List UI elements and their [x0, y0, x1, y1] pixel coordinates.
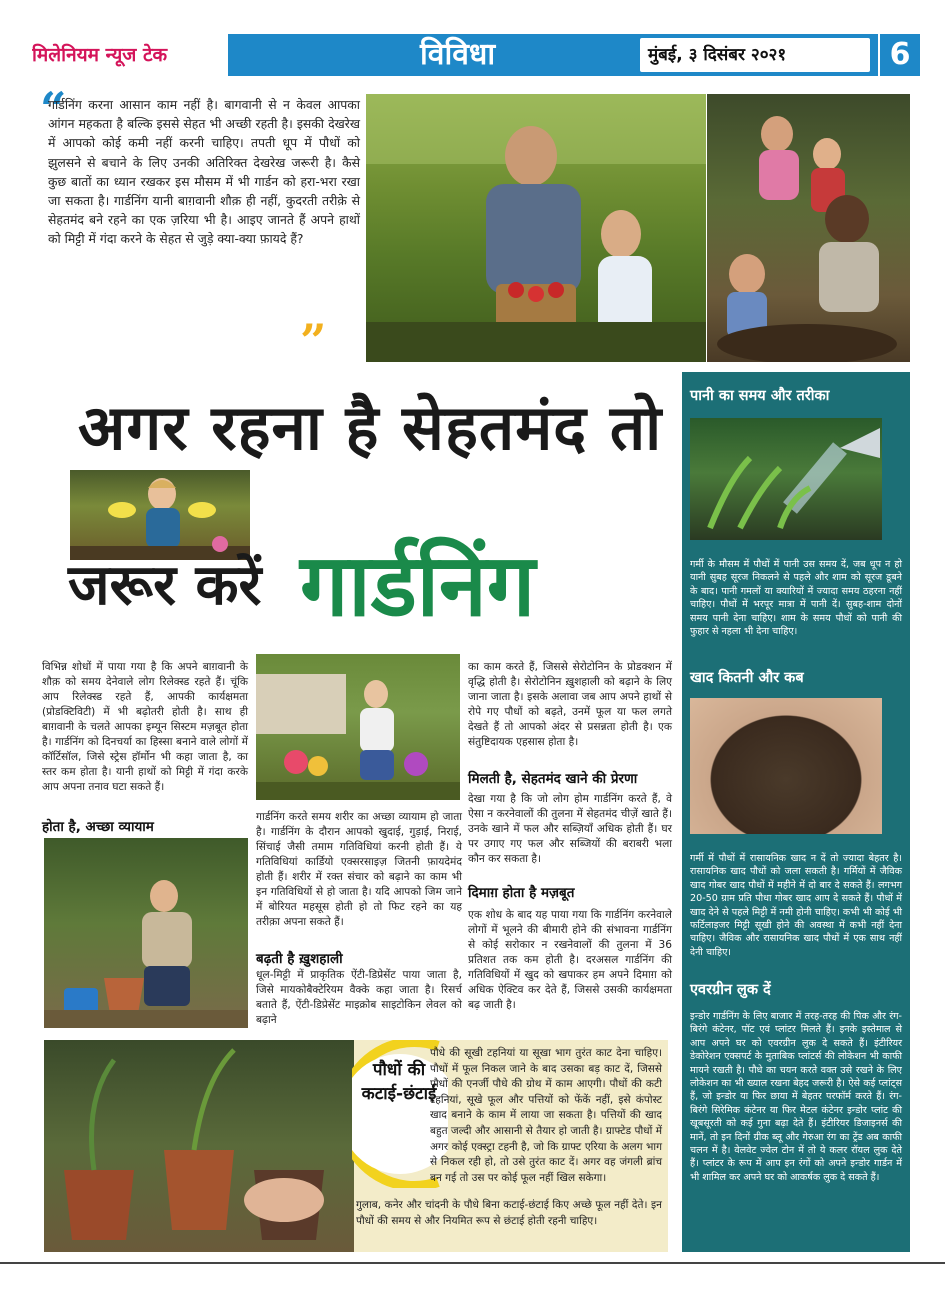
article-col1-paragraph: विभिन्न शोधों में पाया गया है कि अपने बाग़वानी के शौक़ को समय देनेवाले लोग रिलेक्स्ड रहते हैं। चूंकि आप रिलेक्स्ड रहते हैं, आपकी कार्यक्षमता (प्रोडक्टिविटी) में भी बढ़ोतरी होती है। साथ ही बाग़वानी के चलते आपका इम्यून सिस्टम मज़बूत होता है। गार्डनिंग को दिनचर्या का हिस्सा बनाने वाले लोगों में कॉर्टिसॉल, जिसे स्ट्रेस हॉर्मोन भी कहा जाता है, का स्तर कम होता है। यानी हाथों को मिट्टी में गंदा करके आप अपना तनाव घटा सकते हैं। [42, 661, 248, 793]
subheading-happiness: बढ़ती है ख़ुशहाली [256, 951, 343, 967]
headline-line-1: अगर रहना है सेहतमंद तो [78, 391, 663, 464]
article-col3-paragraph: का काम करते हैं, जिससे सेरोटोनिन के प्रोडक्शन में वृद्धि होती है। सेरोटोनिन ख़ुशहाली को बढ़ाने के लिए जाना जाता है। इसके अलावा जब आप अपने हाथों से रोपे गए पौधों को बढ़ते, उनमें फूल या फल लगते देखते हैं तो आपको अंदर से प्रसन्नता होती है। एक संतुष्टिदायक एहसास होता है। [468, 661, 672, 748]
photo-girl-gloves [70, 470, 250, 560]
article-col3-paragraph-3: एक शोध के बाद यह पाया गया कि गार्डनिंग करनेवाले लोगों में भूलने की बीमारी होने की संभावना गार्डनिंग से कोई सरोकार न रखनेवालों की तुलना में 36 प्रतिशत तक कम होती है। दरअसल गार्डनिंग की गतिविधियों में खुद को खपाकर हम अपने दिमाग़ को अधिक ऐक्टिव कर देते हैं, जिससे उसकी कार्यक्षमता बढ़ जाती है। [468, 909, 672, 1011]
section-title: विविधा [420, 37, 496, 72]
sidebar-text-evergreen: इन्डोर गार्डनिंग के लिए बाजार में तरह-तरह की पिक और रंग-बिरंगे कंटेनर, पॉट एवं प्लांटर मिलते हैं। इनके इस्तेमाल से आप अपने घर को एवरग्रीन लुक दे सकते हैं। इंटीरियर डेकोरेशन एक्सपर्ट के मुताबिक प्लांटर्स की लोकेशन भी काफी मायने रखती है। पौधे का चयन करते वक्त उसे रखने के लिए लोकेशन का भी ख्याल रखना बेहद जरूरी है। ऐसे कई प्लांट्स हैं, जो इन्डोर या फिर छाया में बेहतर परफॉर्म करते हैं। रंग-बिरंगे सिरेमिक कंटेनर या फिर मेटल कंटेनर इन्डोर प्लांट की खूबसूरती को कई गुना बढ़ा देते हैं। इंटीरियर डिजाइनर्स की मानें, तो इन दिनों ग्रीक ब्लू और गेरुआ रंग का ट्रेंड अब काफी चलन में है। वेलवेट ज्वेल टोन में तो ये कलर रॉयल लुक देते हैं। प्लांटर के रूप में आप इन रंगों को अपने इन्डोर गार्डन में भी शामिल कर अपने घर को आकर्षक लुक दे सकते हैं। [690, 1011, 902, 1183]
pruning-text-2: गुलाब, कनेर और चांदनी के पौधे बिना कटाई-छंटाई किए अच्छे फूल नहीं देते। इन पौधों की समय से और नियमित रूप से छंटाई होती रहनी चाहिए। [356, 1199, 662, 1227]
sidebar-title-fertilizer: खाद कितनी और कब [690, 670, 804, 686]
sidebar-title-evergreen: एवरग्रीन लुक दें [690, 982, 771, 998]
subheading-healthy-food: मिलती है, सेहतमंद खाने की प्रेरणा [468, 771, 638, 787]
pruning-text: पौधे की सूखी टहनियां या सूखा भाग तुरंत काट देना चाहिए। पौधों में फूल निकल जाने के बाद उसका बड़ काट दें, जिससे पौधों की एनर्जी पौधे की ग्रोथ में काम आएगी। पौधों की कटी टहनियां, सूखे फूल और पत्तियों को फेंकें नहीं, इसे कंपोस्ट खाद बनाने के काम में लाया जा सकता है। पत्तियों की खाद बहुत जल्दी और आसानी से तैयार हो जाती है। ग्राफ्टेड पौधों में अगर कोई एक्स्ट्रा टहनी है, जो कि ग्राफ्ट एरिया के अलग भाग से निकल रही हो, तो उसे तुरंत काट दें। अगर वह जंगली ब्रांच बन गई तो उस पर कोई फूल नहीं खिल सकेगा। [430, 1047, 662, 1184]
page-number: 6 [880, 34, 920, 76]
subheading-brain: दिमाग़ होता है मज़बूत [468, 885, 575, 901]
pruning-title: पौधों की कटाई-छंटाई [361, 1060, 437, 1104]
bottom-rule [0, 1262, 945, 1264]
quote-close-icon: ” [300, 314, 327, 368]
issue-date: मुंबई, ३ दिसंबर २०२१ [648, 45, 787, 65]
photo-children-planting [707, 94, 910, 362]
photo-grandfather-child-garden [366, 94, 706, 362]
photo-woman-flowers [256, 654, 460, 800]
headline-line-2a: जरूर करें [68, 553, 262, 618]
subheading-exercise: होता है, अच्छा व्यायाम [42, 819, 154, 835]
intro-text: गार्डनिंग करना आसान काम नहीं है। बागवानी से न केवल आपका आंगन महकता है बल्कि इससे सेहत भी अच्छी रहती है। इसकी देखरेख में आपको कोई कमी नहीं करनी चाहिए। तपती धूप में पौधों को झुलसने से बचाने के लिए उनकी अतिरिक्त देखरेख जरूरी है। कैसे कुछ बातों का ध्यान रखकर इस मौसम में भी गार्डन को हरा-भरा रखा जा सकता है। गार्डनिंग यानी बाग़वानी शौक़ ही नहीं, कुदरती तरीक़े से सेहतमंद बने रहने का एक ज़रिया भी है। आइए जानते हैं अपने हाथों को मिट्टी में गंदा करने के सेहत से जुड़े क्या-क्या फ़ायदे हैं? [48, 97, 360, 247]
photo-watering-can [690, 418, 882, 540]
quote-open-icon: “ [40, 82, 67, 136]
photo-pruning-pots [44, 1040, 354, 1252]
photo-woman-potting [44, 838, 248, 1028]
article-col3-paragraph-2: देखा गया है कि जो लोग होम गार्डनिंग करते हैं, वे ऐसा न करनेवालों की तुलना में सेहतमंद चीज़ें खाते हैं। उनके खाने में फल और सब्ज़ियाँ अधिक होती हैं। घर पर उगाए गए फल और सब्जियों की बराबरी भला कौन कर सकता है। [468, 793, 672, 865]
article-col2-paragraph-2: धूल-मिट्टी में प्राकृतिक ऐंटी-डिप्रेसेंट पाया जाता है, जिसे मायकोबैक्टेरियम वैक्के कहा जाता है। रिसर्च बताते हैं, ऐंटी-डिप्रेसेंट माइक्रोब साइटोकिन लेवल को बढ़ाने [256, 969, 462, 1026]
sidebar-text-water: गर्मी के मौसम में पौधों में पानी उस समय दें, जब धूप न हो यानी सुबह सूरज निकलने से पहले और शाम को सूरज डूबने के बाद। पानी गमलों या क्यारियों में ज्यादा समय ठहरना नहीं चाहिए। पौधों में भरपूर मात्रा में पानी दें। सुबह-शाम दोनों समय पानी देना चाहिए। शाम के समय पौधों को पानी की फुहार से नहला भी देना चाहिए। [690, 559, 902, 638]
masthead: मिलेनियम न्यूज टेक [32, 44, 168, 66]
photo-compost-hands [690, 698, 882, 834]
headline-line-2b: गार्डनिंग [300, 536, 536, 636]
article-col2-paragraph: गार्डनिंग करते समय शरीर का अच्छा व्यायाम हो जाता है। गार्डनिंग के दौरान आपको खुदाई, गुड़ाई, निराई, सिंचाई जैसी तमाम गतिविधियां करनी होती हैं। ये गतिविधियां कार्डियो एक्सरसाइज़ जितनी फ़ायदेमंद होती हैं। शरीर में रक्त संचार को बढ़ाने का काम भी इन गतिविधियों से हो जाता है। यदि आपको जिम जाने में बोरियत महसूस होती हो तो फिट रहने का यह तरीक़ा अपना सकते हैं। [256, 811, 462, 928]
sidebar-title-water: पानी का समय और तरीका [690, 388, 830, 404]
sidebar-text-fertilizer: गर्मी में पौधों में रासायनिक खाद न दें तो ज्यादा बेहतर है। रासायनिक खाद पौधों को जला सकती है। गर्मियों में जैविक खाद गोबर खाद पौधों में महीने में दो बार दे सकते हैं। लगभग 20-50 ग्राम प्रति पौधा गोबर खाद आप दे सकते हैं। पौधों में खाद देने से पहले मिट्टी में नमी होनी चाहिए। कभी भी कोई भी फर्टिलाइजर मिट्टी सूखी होने की अवस्था में कभी नहीं देना चाहिए। जैविक और रासायनिक खाद पौधों में एक साथ नहीं देनी चाहिए। [690, 853, 902, 958]
